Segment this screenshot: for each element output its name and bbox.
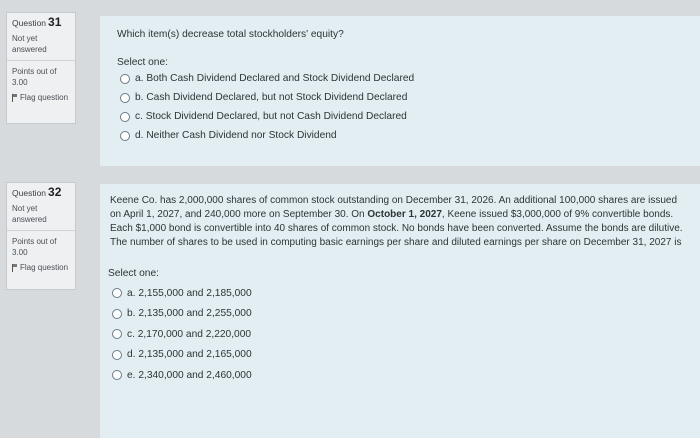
option-c[interactable] — [120, 107, 700, 126]
radio-button[interactable] — [112, 370, 122, 380]
radio-button[interactable] — [120, 112, 130, 122]
radio-button[interactable] — [112, 329, 122, 339]
question-text-part: , Keene issued $3,000,000 of 9% convertible bonds. Each $1,000 bond is convertible into 40 shares of common stock. No bonds have been converted. Assume the bonds are dilutive. The number of shares to be used in computing basic earnings per share and diluted earnings per share on December 31, 2027 is — [110, 209, 683, 248]
question-text-bold: October 1, 2027 — [367, 209, 442, 220]
radio-button[interactable] — [112, 309, 122, 319]
option-e[interactable] — [112, 365, 686, 386]
option-d[interactable] — [120, 126, 700, 145]
question-number: 32 — [48, 185, 62, 199]
question-number: 31 — [48, 15, 62, 29]
question-text: Which item(s) decrease total stockholders' equity? — [117, 29, 344, 40]
flag-question-label: Flag question — [20, 93, 69, 102]
divider — [7, 230, 75, 231]
flag-icon — [12, 94, 18, 102]
option-label: c. 2,170,000 and 2,220,000 — [127, 328, 252, 340]
flag-question-label: Flag question — [20, 263, 69, 272]
points-label: Points out of 3.00 — [12, 67, 57, 87]
options-list — [117, 69, 700, 145]
radio-button[interactable] — [120, 131, 130, 141]
question-31-content — [100, 16, 700, 166]
option-b[interactable] — [112, 304, 686, 325]
option-label: d. Neither Cash Dividend nor Stock Dividend — [135, 130, 337, 141]
option-label: b. 2,135,000 and 2,255,000 — [127, 308, 252, 320]
options-list — [108, 283, 686, 386]
flag-question-link[interactable] — [12, 262, 70, 273]
option-a[interactable] — [120, 69, 700, 88]
option-label: c. Stock Dividend Declared, but not Cash Dividend Declared — [135, 111, 407, 122]
points-label: Points out of 3.00 — [12, 237, 57, 257]
select-one-label: Select one: — [108, 268, 159, 279]
radio-button[interactable] — [120, 93, 130, 103]
divider — [7, 60, 75, 61]
question-state: Not yet answered — [12, 204, 47, 224]
flag-question-link[interactable] — [12, 92, 70, 103]
question-text — [108, 194, 686, 250]
question-31-info — [6, 12, 76, 124]
select-one-label: Select one: — [117, 57, 168, 68]
option-label: e. 2,340,000 and 2,460,000 — [127, 369, 252, 381]
option-label: d. 2,135,000 and 2,165,000 — [127, 349, 252, 361]
option-a[interactable] — [112, 283, 686, 304]
question-label: Question — [12, 18, 47, 28]
option-label: b. Cash Dividend Declared, but not Stock Dividend Declared — [135, 92, 408, 103]
option-d[interactable] — [112, 345, 686, 366]
option-c[interactable] — [112, 324, 686, 345]
question-32-info — [6, 182, 76, 290]
question-text-part: Keene Co. has 2,000,000 shares of common stock outstanding on December 31, 2026. An additional 100,000 shares are issued on April 1, 2027, and 240,000 more on September 30. On — [110, 195, 678, 220]
option-label: a. 2,155,000 and 2,185,000 — [127, 287, 252, 299]
radio-button[interactable] — [120, 74, 130, 84]
radio-button[interactable] — [112, 350, 122, 360]
question-label: Question — [12, 188, 47, 198]
option-label: a. Both Cash Dividend Declared and Stock Dividend Declared — [135, 73, 415, 84]
question-state: Not yet answered — [12, 34, 47, 54]
flag-icon — [12, 264, 18, 272]
radio-button[interactable] — [112, 288, 122, 298]
question-32-content — [100, 184, 700, 438]
option-b[interactable] — [120, 88, 700, 107]
